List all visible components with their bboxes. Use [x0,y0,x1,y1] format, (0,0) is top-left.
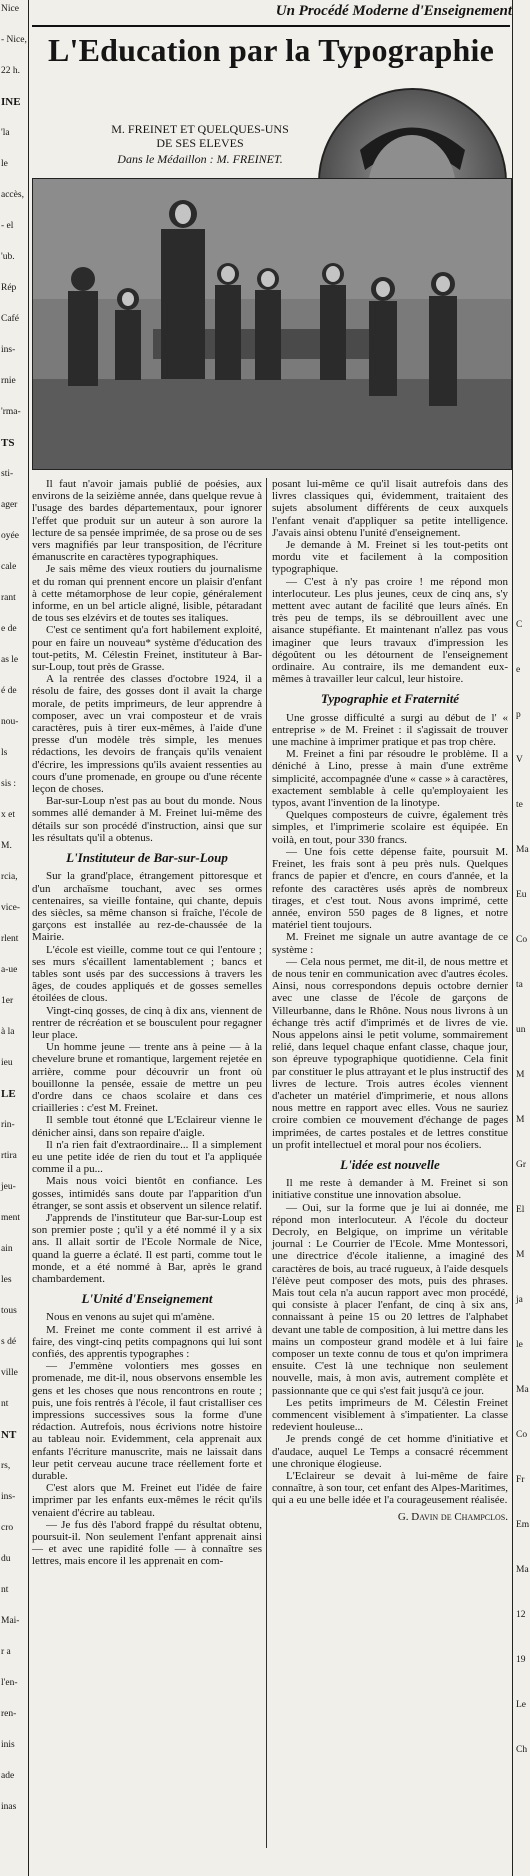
cropped-text-fragment: Le [516,1700,527,1710]
cropped-text-fragment: ren- [1,1709,17,1719]
article-column-left [32,478,262,1568]
cropped-text-fragment: Mai- [1,1616,20,1626]
cropped-text-fragment: inas [1,1802,17,1812]
cropped-text-fragment: INE [1,96,21,108]
cropped-text-fragment: tous [1,1306,17,1316]
cropped-text-fragment: rcia, [1,872,18,882]
cropped-text-fragment: 'rma- [1,407,21,417]
cropped-text-fragment: oyée [1,531,19,541]
cropped-text-fragment: as le [1,655,19,665]
cropped-text-fragment: ager [1,500,18,510]
cropped-text-fragment: cro [1,1523,14,1533]
cropped-text-fragment: rs, [1,1461,11,1471]
article-paragraph: Je sais même des vieux routiers du journalisme et du roman qui prennent encore un plaisir d'enfant à cette métamorphose de leur copie, généralement informe, en un bel article aligné, lisible, pétaradant de tous ses elzévirs et de toutes ses italiques. [32,563,262,625]
cropped-text-fragment: l'en- [1,1678,18,1688]
article-paragraph: Il me reste à demander à M. Freinet si son initiative constitue une innovation absolue. [272,1177,508,1202]
column-divider [266,478,267,1848]
cropped-text-fragment: jeu- [1,1182,16,1192]
article-paragraph: Je prends congé de cet homme d'initiative et d'audace, auquel Le Temps a consacré récemment une chronique élogieuse. [272,1433,508,1470]
cropped-text-fragment: Co [516,1430,528,1440]
cropped-right-column [512,0,530,1876]
author-signature: G. Davin de Champclos. [397,1510,508,1523]
cropped-text-fragment: nt [1,1399,9,1409]
cropped-text-fragment: 1er [1,996,14,1006]
article-headline: L'Education par la Typographie [47,32,495,68]
article-paragraph: Sur la grand'place, étrangement pittoresque et d'un archaïsme touchant, avec ses ormes centenaires, sa vieille fontaine, qui chante, depuis des siècles, sa même chanson si fraîche, l'école de garçons est installée au rez-de-chaussée de la Mairie. [32,870,262,944]
cropped-text-fragment: El [516,1205,525,1215]
cropped-text-fragment: p [516,710,521,720]
cropped-text-fragment: vice- [1,903,20,913]
cropped-text-fragment: r a [1,1647,11,1657]
cropped-text-fragment: M [516,1250,525,1260]
article-paragraph: — J'emmène volontiers mes gosses en promenade, me dit-il, nous observons ensemble les gens et les choses que nous rencontrons en route ; puis, une fois rentrés à l'école, il faut cristalliser ces impressions successives sous la forme d'une rédaction. Autrefois, nous écrivions notre histoire au tableau noir. Evidemment, cela apprenait aux enfants l'écriture manuscrite, mais ne laissait dans leur petit cerveau aucune trace réellement forte et durable. [32,1360,262,1483]
cropped-text-fragment: - el [1,221,14,231]
article-paragraph: M. Freinet me conte comment il est arrivé à faire, des vingt-cinq petits compagnons qui lui sont confiés, des apprentis typographes : [32,1323,262,1361]
article-paragraph: Il semble tout étonné que L'Eclaireur vienne le dénicher ainsi, dans son repaire d'aigle. [32,1114,262,1139]
cropped-text-fragment: Ch [516,1745,528,1755]
cropped-text-fragment: M [516,1115,525,1125]
cropped-text-fragment: rnie [1,376,16,386]
article-paragraph: Mais nous voici bientôt en confiance. Les gosses, intimidés sans doute par l'apparition d'un étranger, se sont assis et observent un silence relatif. [32,1175,262,1212]
cropped-text-fragment: ade [1,1771,15,1781]
cropped-text-fragment: Ma [516,845,529,855]
cropped-text-fragment: Ma [516,1385,529,1395]
cropped-text-fragment: V [516,755,523,765]
cropped-text-fragment: TS [1,437,15,449]
cropped-text-fragment: Nice [1,4,19,14]
article-paragraph: C'est ce sentiment qu'a fort habilement exploité, pour en faire un nouveau* système d'éducation des tout-petits, M. Célestin Freinet, instituteur à Bar-sur-Loup, tout près de Grasse. [32,624,262,674]
cropped-text-fragment: Em [516,1520,530,1530]
article-paragraph: — Je fus dès l'abord frappé du résultat obtenu, poursuit-il. Non seulement l'enfant apprenait ainsi — et avec une rapidité folle — à connaître ses lettres, mais encore il les apprenait en com- [32,1518,262,1568]
cropped-text-fragment: C [516,620,523,630]
article-paragraph: L'école est vieille, comme tout ce qui l'entoure ; ses murs s'écaillent lamentablement ; bancs et tables sont usés par des successions à travers les âges, de coudes appliqués et de gosses semelles étoilées de clous. [32,943,262,1005]
cropped-text-fragment: e de [1,624,17,634]
cropped-text-fragment: les [1,1275,12,1285]
cropped-text-fragment: 'la [1,128,10,138]
article-paragraph: Bar-sur-Loup n'est pas au bout du monde. Nous sommes allé demander à M. Freinet lui-même des détails sur son procédé d'instruction, ainsi que sur les résultats qu'il a obtenus. [32,795,262,844]
cropped-text-fragment: inis [1,1740,15,1750]
cropped-text-fragment: ment [1,1213,20,1223]
article-paragraph: posant lui-même ce qu'il lisait autrefois dans des livres classiques qui, évidemment, traitaient des sujets absolument différents de ceux auxquels l'enfant venait d'appliquer sa petite intelligence. J'avais ainsi obtenu l'unité d'enseignement. [272,478,508,539]
article-paragraph: Nous en venons au sujet qui m'amène. [46,1311,215,1324]
cropped-text-fragment: s dé [1,1337,17,1347]
cropped-text-fragment: sis : [1,779,17,789]
cropped-text-fragment: rlent [1,934,19,944]
cropped-text-fragment: nou- [1,717,19,727]
article-kicker: Un Procédé Moderne d'Enseignement [275,3,512,19]
cropped-text-fragment: ins- [1,345,16,355]
cropped-text-fragment: 'ub. [1,252,15,262]
article-paragraph: Il faut n'avoir jamais publié de poésies, aux environs de la seizième année, dans quelque revue à l'usage des bardes départementaux, pour ignorer l'effet que produit sur un auteur à son aurore la lecture de sa pensée imprimée, de sa prose ou de ses vers magnifiés par leur transposition, de l'écriture émanuscrite en caractères typographiques. [32,478,262,564]
cropped-text-fragment: nt [1,1585,9,1595]
photo-caption [80,122,320,150]
cropped-text-fragment: ls [1,748,8,758]
cropped-text-fragment: rin- [1,1120,15,1130]
cropped-text-fragment: ja [516,1295,523,1305]
cropped-text-fragment: M. [1,841,12,851]
group-photo-freinet-and-pupils [32,178,512,470]
section-heading: Typographie et Fraternité [320,691,460,707]
cropped-text-fragment: rtira [1,1151,17,1161]
cropped-text-fragment: Ma [516,1565,529,1575]
cropped-text-fragment: Café [1,314,19,324]
cropped-text-fragment: ville [1,1368,18,1378]
cropped-text-fragment: Co [516,935,528,945]
article-paragraph: Vingt-cinq gosses, de cinq à dix ans, viennent de rentrer de récréation et se bousculent pour regagner leur place. [32,1004,262,1041]
cropped-left-column [0,0,29,1876]
cropped-text-fragment: rant [1,593,16,603]
cropped-text-fragment: ieu [1,1058,13,1068]
article-paragraph: L'Eclaireur se devait à lui-même de faire connaître, à son tour, cet enfant des Alpes-Maritimes, qui a eu une belle idée et l'a courageusement réalisée. [272,1470,508,1507]
article-paragraph: Il n'a rien fait d'extraordinaire... Il a simplement eu une petite idée de rien du tout et l'a appliquée comme il a pu... [32,1138,262,1176]
cropped-text-fragment: Gr [516,1160,527,1170]
cropped-text-fragment: ins- [1,1492,16,1502]
cropped-text-fragment: e [516,665,521,675]
section-heading: L'Unité d'Enseignement [81,1291,213,1307]
cropped-text-fragment: - Nice, [1,35,27,45]
cropped-text-fragment: Rép [1,283,17,293]
cropped-text-fragment: du [1,1554,11,1564]
cropped-text-fragment: Eu [516,890,527,900]
article-paragraph: Les petits imprimeurs de M. Célestin Freinet commencent visiblement à s'impatienter. La classe redevient houleuse... [272,1396,508,1434]
cropped-text-fragment: cale [1,562,17,572]
cropped-text-fragment: te [516,800,523,810]
cropped-text-fragment: ta [516,980,523,990]
article-paragraph: Je demande à M. Freinet si les tout-petits ont mordu vite et facilement à la composition typographique. [272,539,508,576]
cropped-text-fragment: sti- [1,469,14,479]
article-paragraph: J'apprends de l'instituteur que Bar-sur-Loup est son premier poste ; qu'il y a été nommé il y a six ans. Il allait sortir de l'Ecole Normale de Nice, quand la guerre a éclaté. Il est parti, comme tout le monde, et a été nommé à Bar, après le grand chambardement. [32,1211,262,1285]
cropped-text-fragment: 22 h. [1,66,20,76]
article-paragraph: C'est alors que M. Freinet eut l'idée de faire imprimer par les enfants eux-mêmes le récit qu'ils venaient d'écrire au tableau. [32,1482,262,1519]
cropped-text-fragment: un [516,1025,526,1035]
cropped-text-fragment: M [516,1070,525,1080]
article-paragraph: Un homme jeune — trente ans à peine — à la chevelure brune et romantique, largement rejetée en arrière, comme pour découvrir un front où bouillonne la pensée, essaie de mettre un peu d'ordre dans ce chaos scolaire et dans ces criailleries : c'est M. Freinet. [32,1041,262,1115]
kicker-rule [32,25,510,27]
cropped-text-fragment: a-ue [1,965,18,975]
cropped-text-fragment: le [516,1340,523,1350]
cropped-text-fragment: NT [1,1429,17,1441]
article-paragraph: A la rentrée des classes d'octobre 1924, il a résolu de faire, des gosses dont il avait la charge morale, de petits imprimeurs, de leur apprendre à composer, avec un vrai composteur et de vrais caractères, puis à tirer eux-mêmes, à l'aide d'une presse d'un modèle très simple, les menues rédactions, les devoirs de français qu'ils venaient d'écrire, les impressions qu'ils avaient ressenties au cours d'une promenade, en groupe ou d'une récente leçon de choses. [32,673,262,796]
section-heading: L'Instituteur de Bar-sur-Loup [66,850,228,866]
article-paragraph: M. Freinet a fini par résoudre le problème. Il a déniché à Lino, presse à main d'une extrême simplicité, accompagnée d'une « casse » à caractères, exactement semblable à celle qu'employaient les typos, avant l'invention de la linotype. [272,748,508,810]
article-paragraph: M. Freinet me signale un autre avantage de ce système : [272,931,508,956]
article-paragraph: — Une fois cette dépense faite, poursuit M. Freinet, les frais sont à peu près nuls. Quelques francs de papier et d'encre, en cours d'année, et la refonte des caractères usés après de nombreux tirages, et c'est tout. Nous avons imprimé, cette année, environ 550 pages de 8 lignes, et notre matériel tient toujours. [272,845,508,932]
article-paragraph: Quelques composteurs de cuivre, également très simples, et l'imprimerie scolaire est équipée. En voilà, en tout, pour 330 francs. [272,809,508,846]
cropped-text-fragment: ain [1,1244,13,1254]
photo-caption-medallion: Dans le Médaillon : M. FREINET. [117,152,283,166]
article-paragraph: — Oui, sur la forme que je lui ai donnée, me répond mon interlocuteur. A l'école du docteur Decroly, en Belgique, on imprime un véritable journal : Le Courrier de l'Ecole. Mme Montessori, une directrice d'école italienne, a imaginé des caractères de bois, au tracé rugueux, à l'aide desquels l'élève peut composer des mots, puis des phrases. Mais tout cela n'a aucun rapport avec mon procédé, qui consiste à placer l'enfant, de cinq à six ans, connaissant à peine 15 ou 20 lettres de l'alphabet devant une table de composition, à lui mettre dans les mains un composteur grand modèle et à lui faire composer un texte connu de tous et qu'on imprimera ensuite. C'est là une technique non seulement nouvelle, mais, à mon avis, autrement complète et passionnante que ce qui s'est fait jusqu'à ce jour. [272,1201,508,1397]
cropped-text-fragment: é de [1,686,17,696]
article-paragraph: — Cela nous permet, me dit-il, de nous mettre et de nous tenir en communication avec d'autres écoles. Ainsi, nous correspondons depuis octobre dernier avec une classe de l'école de garçons de Villeurbanne, dans le Rhône. Nous nous livrons à un échange très actif d'imprimés et de livres de vie. Nous appelons ainsi le petit volume, sommairement relié, dans lequel chaque enfant classe, chaque jour, son épreuve typographique quotidienne. Cela finit par constituer le plus attrayant et le plus instructif des livres de lecture. Trois autres écoles viennent d'acheter un matériel d'imprimerie, et nous allons nous mettre en rapport avec elles. Vous ne sauriez croire combien ce mouvement d'échange de pages imprimées, de cartes postales et de lettres constitue un profit intellectuel et moral pour nos écoliers. [272,955,508,1151]
cropped-text-fragment: 12 [516,1610,526,1620]
article-column-right [272,478,508,1523]
cropped-text-fragment: LE [1,1088,16,1100]
article-paragraph: Une grosse difficulté a surgi au début de l' « entreprise » de M. Freinet : il s'agissait de trouver une machine à imprimer pratique et pas trop chère. [272,711,508,749]
section-heading: L'idée est nouvelle [340,1156,440,1172]
cropped-text-fragment: x et [1,810,15,820]
photo-caption-line: M. FREINET ET QUELQUES-UNS [111,122,289,136]
photo-caption-line: DE SES ELEVES [156,136,244,150]
article-paragraph: — C'est à n'y pas croire ! me répond mon interlocuteur. Les plus jeunes, ceux de cinq ans, s'y mettent avec autant de facilité que leurs aînés. En très peu de temps, ils se débrouillent avec une aisance stupéfiante. Et maintenant n'allez pas vous imaginer que leurs travaux d'impression les dégoûtent ou les détournent de l'enseignement ordinaire. Au contraire, ils me demandent eux-mêmes à travailler leur calcul, leur histoire. [272,575,508,686]
cropped-text-fragment: accès, [1,190,24,200]
cropped-text-fragment: le [1,159,8,169]
cropped-text-fragment: à la [1,1027,15,1037]
cropped-text-fragment: 19 [516,1655,526,1665]
cropped-text-fragment: Fr [516,1475,525,1485]
